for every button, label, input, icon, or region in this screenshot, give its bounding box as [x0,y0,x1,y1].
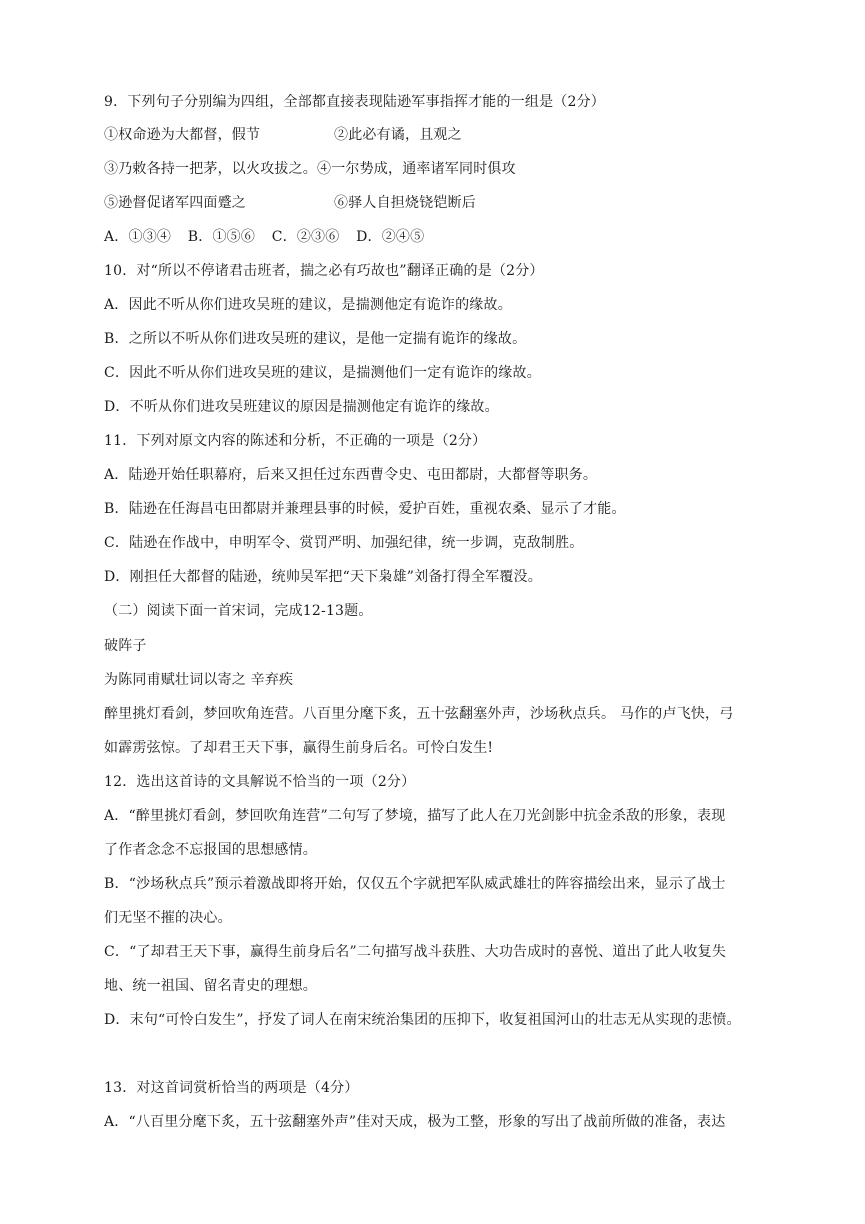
q9-option-b: B．①⑤⑥ [187,229,256,245]
q12-stem: 12．选出这首诗的文具解说不恰当的一项（2分） [104,774,416,790]
q9-row2: ③乃敕各持一把茅，以火攻拔之。④一尔势成，通率诸军同时俱攻 [104,161,516,177]
q12-option-a-line2: 了作者念念不忘报国的思想感情。 [104,842,317,858]
section2-heading: （二）阅读下面一首宋词，完成12-13题。 [104,603,373,619]
q11-option-d: D．刚担任大都督的陆逊，统帅吴军把“天下枭雄”刘备打得全军覆没。 [104,569,542,585]
q12-option-a-line1: A．“醉里挑灯看剑，梦回吹角连营”二句写了梦境，描写了此人在刀光剑影中抗金杀敌的形象，表现 [104,808,726,824]
q9-option-d: D．②④⑤ [356,229,425,245]
q13-stem: 13．对这首词赏析恰当的两项是（4分） [104,1080,359,1096]
q9-option-c: C．②③⑥ [271,229,340,245]
q12-option-b-line2: 们无坚不摧的决心。 [104,910,232,926]
q11-stem: 11．下列对原文内容的陈述和分析，不正确的一项是（2分） [104,433,487,449]
q9-item-5: ⑤逊督促诸军四面蹙之 [104,195,246,211]
q9-row3 [104,194,784,212]
q13-option-a-line1: A．“八百里分麾下炙，五十弦翻塞外声”佳对天成，极为工整，形象的写出了战前所做的准备，表达 [104,1114,726,1130]
q9-options [104,228,784,246]
poem-title: 破阵子 [104,638,147,654]
q10-option-c: C．因此不听从你们进攻吴班的建议，是揣测他们一定有诡诈的缘故。 [104,365,541,381]
poem-line-1: 醉里挑灯看剑，梦回吹角连营。八百里分麾下炙，五十弦翻塞外声，沙场秋点兵。 马作的卢飞快，弓 [104,706,734,722]
q9-item-2: ②此必有谲，且观之 [334,127,462,143]
q9-stem: 9．下列句子分别编为四组，全部都直接表现陆逊军事指挥才能的一组是（2分） [104,94,606,110]
q9-option-a: A．①③④ [104,229,172,245]
q9-row1 [104,126,784,144]
q12-option-d: D．末句“可怜白发生”，抒发了词人在南宋统治集团的压抑下，收复祖国河山的壮志无从实现的悲愤。 [104,1012,741,1028]
poem-subtitle: 为陈同甫赋壮词以寄之 辛弃疾 [104,672,294,688]
q9-item-6: ⑥驿人自担烧铙铠断后 [334,195,476,211]
q10-stem: 10．对“所以不停诸君击班者，揣之必有巧故也”翻译正确的是（2分） [104,263,544,279]
q12-option-b-line1: B．“沙场秋点兵”预示着激战即将开始，仅仅五个字就把军队威武雄壮的阵容描绘出来，显示了战士 [104,876,726,892]
poem-line-2: 如霹雳弦惊。了却君王天下事，赢得生前身后名。可怜白发生! [104,740,494,756]
q10-option-d: D．不听从你们进攻吴班建议的原因是揣测他定有诡诈的缘故。 [104,399,499,415]
q12-option-c-line1: C．“了却君王天下事，赢得生前身后名”二句描写战斗获胜、大功告成时的喜悦、道出了此人收复失 [104,944,727,960]
q10-option-a: A．因此不听从你们进攻吴班的建议，是揣测他定有诡诈的缘故。 [104,297,512,313]
q9-item-1: ①权命逊为大都督，假节 [104,127,261,143]
q11-option-c: C．陆逊在作战中，申明军令、赏罚严明、加强纪律，统一步调，克敌制胜。 [104,535,584,551]
q10-option-b: B．之所以不听从你们进攻吴班的建议，是他一定揣有诡诈的缘故。 [104,331,527,347]
q11-option-a: A．陆逊开始任职幕府，后来又担任过东西曹令史、屯田都尉，大都督等职务。 [104,467,598,483]
q11-option-b: B．陆逊在任海昌屯田都尉并兼理县事的时候，爱护百姓，重视农桑、显示了才能。 [104,501,626,517]
q12-option-c-line2: 地、统一祖国、留名青史的理想。 [104,978,317,994]
